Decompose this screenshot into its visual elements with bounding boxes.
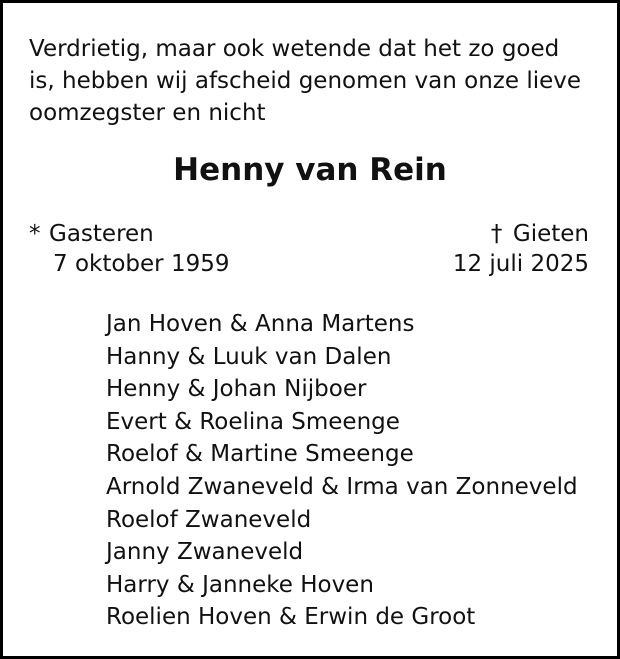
family-member: Janny Zwaneveld bbox=[106, 539, 304, 566]
intro-line: oomzegster en nicht bbox=[29, 100, 266, 126]
death-place-row bbox=[453, 219, 589, 249]
family-member: Roelien Hoven & Erwin de Groot bbox=[106, 604, 476, 631]
death-date: 12 juli 2025 bbox=[452, 251, 589, 277]
family-member: Roelof & Martine Smeenge bbox=[106, 441, 414, 468]
intro-line: is, hebben wij afscheid genomen van onze lieve bbox=[29, 68, 582, 94]
family-member: Roelof Zwaneveld bbox=[106, 506, 312, 533]
family-member: Harry & Janneke Hoven bbox=[106, 571, 374, 598]
family-member: Arnold Zwaneveld & Irma van Zonneveld bbox=[106, 473, 578, 500]
birth-star-icon: * bbox=[29, 221, 41, 247]
deceased-name: Henny van Rein bbox=[173, 152, 447, 188]
family-member: Jan Hoven & Anna Martens bbox=[106, 311, 415, 337]
death-info bbox=[453, 219, 589, 279]
birth-date: 7 oktober 1959 bbox=[53, 251, 230, 277]
death-place: Gieten bbox=[512, 221, 589, 247]
family-member: Henny & Johan Nijboer bbox=[106, 376, 367, 403]
birth-place: Gasteren bbox=[49, 221, 154, 247]
birth-info bbox=[29, 219, 229, 279]
death-cross-icon: † bbox=[490, 221, 503, 247]
family-list bbox=[106, 308, 578, 634]
intro-text bbox=[29, 33, 599, 129]
family-member: Hanny & Luuk van Dalen bbox=[106, 343, 392, 370]
family-member: Evert & Roelina Smeenge bbox=[106, 408, 400, 435]
intro-line: Verdrietig, maar ook wetende dat het zo goed bbox=[29, 36, 560, 62]
birth-place-row bbox=[29, 219, 229, 249]
